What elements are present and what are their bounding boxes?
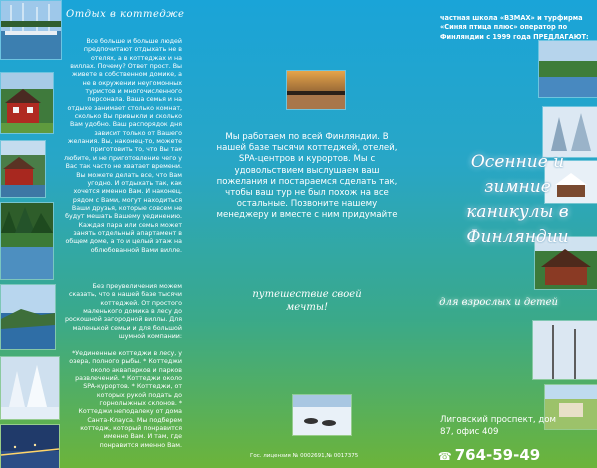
left-heading: Отдых в коттедже bbox=[66, 9, 185, 20]
middle-main-text-body: Мы работаем по всей Финляндии. В нашей базе тысячи коттеджей, отелей, SPA-центров и курортов. Мы с удовольствием выслушаем ваш пожелания и постараемся сделать так, чтобы ваш тур не был похож на все остальные. Позвоните нашему менеджеру и вместе с ним придумайте bbox=[216, 132, 398, 221]
left-paragraph-2 bbox=[64, 283, 182, 341]
red-cottage-photo bbox=[0, 72, 54, 134]
forest-lake-photo bbox=[0, 202, 54, 280]
phone-number: 764-59-49 bbox=[454, 446, 541, 464]
left-paragraph-3-text: *Уединенные коттеджи в лесу, у озера, полного рыбы. * Коттеджи около аквапарков и парков развлечений. * Коттеджи около SPA-курортов. * Коттеджи, от которых рукой подать до горнолыжных склонов. * Коттеджи неподалеку от дома Санта-Клауса. Мы подберем коттедж, который понравится именно Вам. И там, где понравится именно Вам. bbox=[69, 350, 182, 449]
coast-photo bbox=[0, 284, 56, 350]
sunset-lake-photo bbox=[286, 70, 346, 110]
address bbox=[440, 414, 560, 438]
phone bbox=[438, 446, 597, 464]
right-intro bbox=[440, 14, 592, 42]
right-title bbox=[438, 150, 597, 250]
right-intro-text: частная школа «ВЗМАХ» и турфирма «Синяя птица плюс» оператор по Финляндии с 1999 года ПРЕДЛАГАЮТ: bbox=[440, 14, 589, 41]
lakeside-photo bbox=[538, 40, 597, 98]
left-paragraph-1 bbox=[64, 38, 182, 255]
right-subtitle bbox=[438, 296, 558, 309]
right-subtitle-text: для взрослых и детей bbox=[439, 297, 558, 308]
city-night-photo bbox=[0, 424, 60, 468]
red-house-lake-photo bbox=[0, 140, 46, 198]
snow-birch-photo bbox=[532, 320, 597, 380]
phone-icon: ☎ bbox=[438, 450, 452, 463]
snowmobile-photo bbox=[292, 394, 352, 436]
right-title-text: Осенние и зимние каникулы в Финляндии bbox=[466, 152, 569, 247]
winter-trees-photo bbox=[0, 356, 60, 420]
left-paragraph-2-text: Без преувеличения можем сказать, что в нашей базе тысячи коттеджей. От простого маленького домика в лесу до роскошной загородной виллы. Для маленькой семьи и для большой шумной компании: bbox=[65, 283, 182, 341]
middle-column bbox=[200, 0, 414, 468]
left-paragraph-1-text: Все больше и больше людей предпочитают отдыхать не в отелях, а в коттеджах и на виллах. Почему? Ответ прост. Вы живете в собственном домике, а не в окружении неугомонных туристов и многочисленного персонала. Ваша семья и на отдыхе занимает столько комнат, сколько Вы привыкли и сколько Вам удобно. Ваш распорядок дня зависит только от Вашего желания. Вы, наконец-то, можете приготовить то, что Вы так любите, и не приготовление чего у Вас так часто не хватает времени. Вы можете делать все, что Вам угодно. И отдыхать так, как хочется именно Вам. И наконец, рядом с Вами, могут находиться Ваши друзья, которые совсем не будут мешать Вашему уединению. Каждая пара или семья может занять отдельный апартамент в общем доме, а то и целый этаж на облюбованной Вами вилле. bbox=[64, 38, 182, 254]
address-text: Лиговский проспект, дом 87, офис 409 bbox=[440, 415, 557, 437]
middle-script-text bbox=[230, 288, 384, 314]
middle-script-text-body: путешествие своей мечты! bbox=[252, 289, 362, 313]
middle-main-text bbox=[214, 132, 400, 222]
harbor-photo bbox=[0, 0, 62, 60]
right-column bbox=[414, 0, 597, 468]
license-text: Гос. лицензия № 0002691,№ 0017375 bbox=[250, 453, 359, 459]
left-column bbox=[0, 0, 200, 468]
left-paragraph-3 bbox=[64, 350, 182, 450]
